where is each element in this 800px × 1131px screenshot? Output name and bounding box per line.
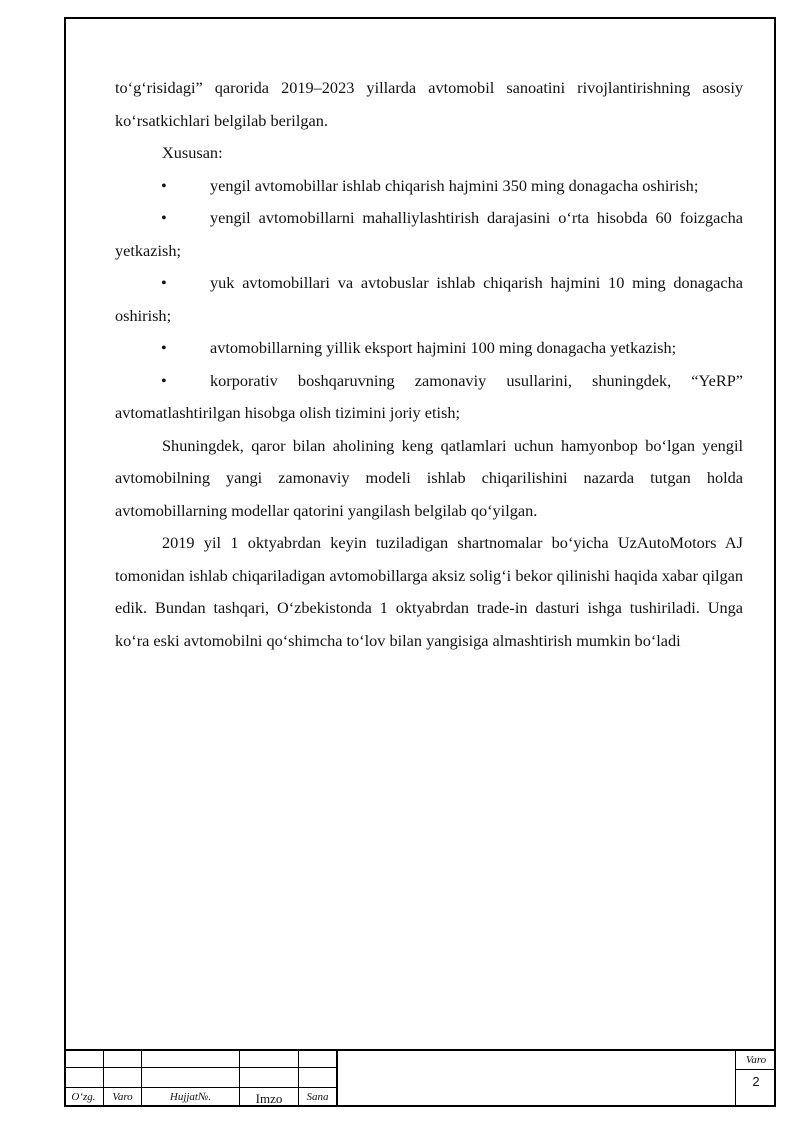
bullet-item-1 [115,170,743,203]
bullet-icon: • [161,273,167,292]
stamp-col-date: Sana [306,1091,329,1103]
bullet-item-2 [115,202,743,267]
stamp-col-change: O‘zg. [71,1091,96,1103]
bullet-text-2: yengil avtomobillarni mahalliylashtirish darajasini o‘rta hisobda 60 foizgacha yetkazish; [115,208,743,260]
page-number: 2 [752,1074,760,1089]
paragraph-4: 2019 yil 1 oktyabrdan keyin tuziladigan shartnomalar bo‘yicha UzAutoMotors AJ tomonidan ishlab chiqariladigan avtomobillarga aksiz solig‘i bekor qilinishi haqida xabar qilgan edik. Bundan tashqari, O‘zbekistonda 1 oktyabrdan trade-in dasturi ishga tushiriladi. Unga ko‘ra eski avtomobilni qo‘shimcha to‘lov bilan yangisiga almashtirish mumkin bo‘ladi [115,533,743,650]
bullet-icon: • [161,338,167,357]
bullet-text-5: korporativ boshqaruvning zamonaviy usullarini, shuningdek, “YeRP” avtomatlashtirilgan hisobga olish tizimini joriy etish; [115,370,743,422]
bullet-item-4 [115,332,743,365]
bullet-icon: • [161,370,167,390]
bullet-item-3 [115,267,743,332]
bullet-text-3: yuk avtomobillari va avtobuslar ishlab chiqarish hajmini 10 ming donagacha oshirish; [115,273,743,325]
bullet-icon: • [161,208,167,227]
paragraph-1: to‘g‘risidagi” qarorida 2019–2023 yillarda avtomobil sanoatini rivojlantirishning asosiy ko‘rsatkichlari belgilab berilgan. [115,78,743,130]
stamp-col-sheet: Varo [112,1091,133,1103]
bullet-text-1: yengil avtomobillar ishlab chiqarish hajmini 350 ming donagacha oshirish; [210,175,699,195]
bullet-item-5 [115,365,743,430]
bullet-icon: • [161,175,167,195]
bullet-text-4: avtomobillarning yillik eksport hajmini 100 ming donagacha yetkazish; [210,338,677,357]
title-block [64,1049,776,1107]
document-body [115,72,743,657]
sheet-label: Varo [745,1054,767,1066]
stamp-col-document-number: Hujjat№. [169,1091,212,1103]
stamp-col-signature: Imzo [255,1091,283,1106]
paragraph-3: Shuningdek, qaror bilan aholining keng qatlamlari uchun hamyonbop bo‘lgan yengil avtomobilning yangi zamonaviy modeli ishlab chiqarilishini nazarda tutgan holda avtomobillarning modellar qatorini yangilash belgilab qo‘yilgan. [115,435,743,520]
paragraph-2: Xususan: [162,143,223,162]
